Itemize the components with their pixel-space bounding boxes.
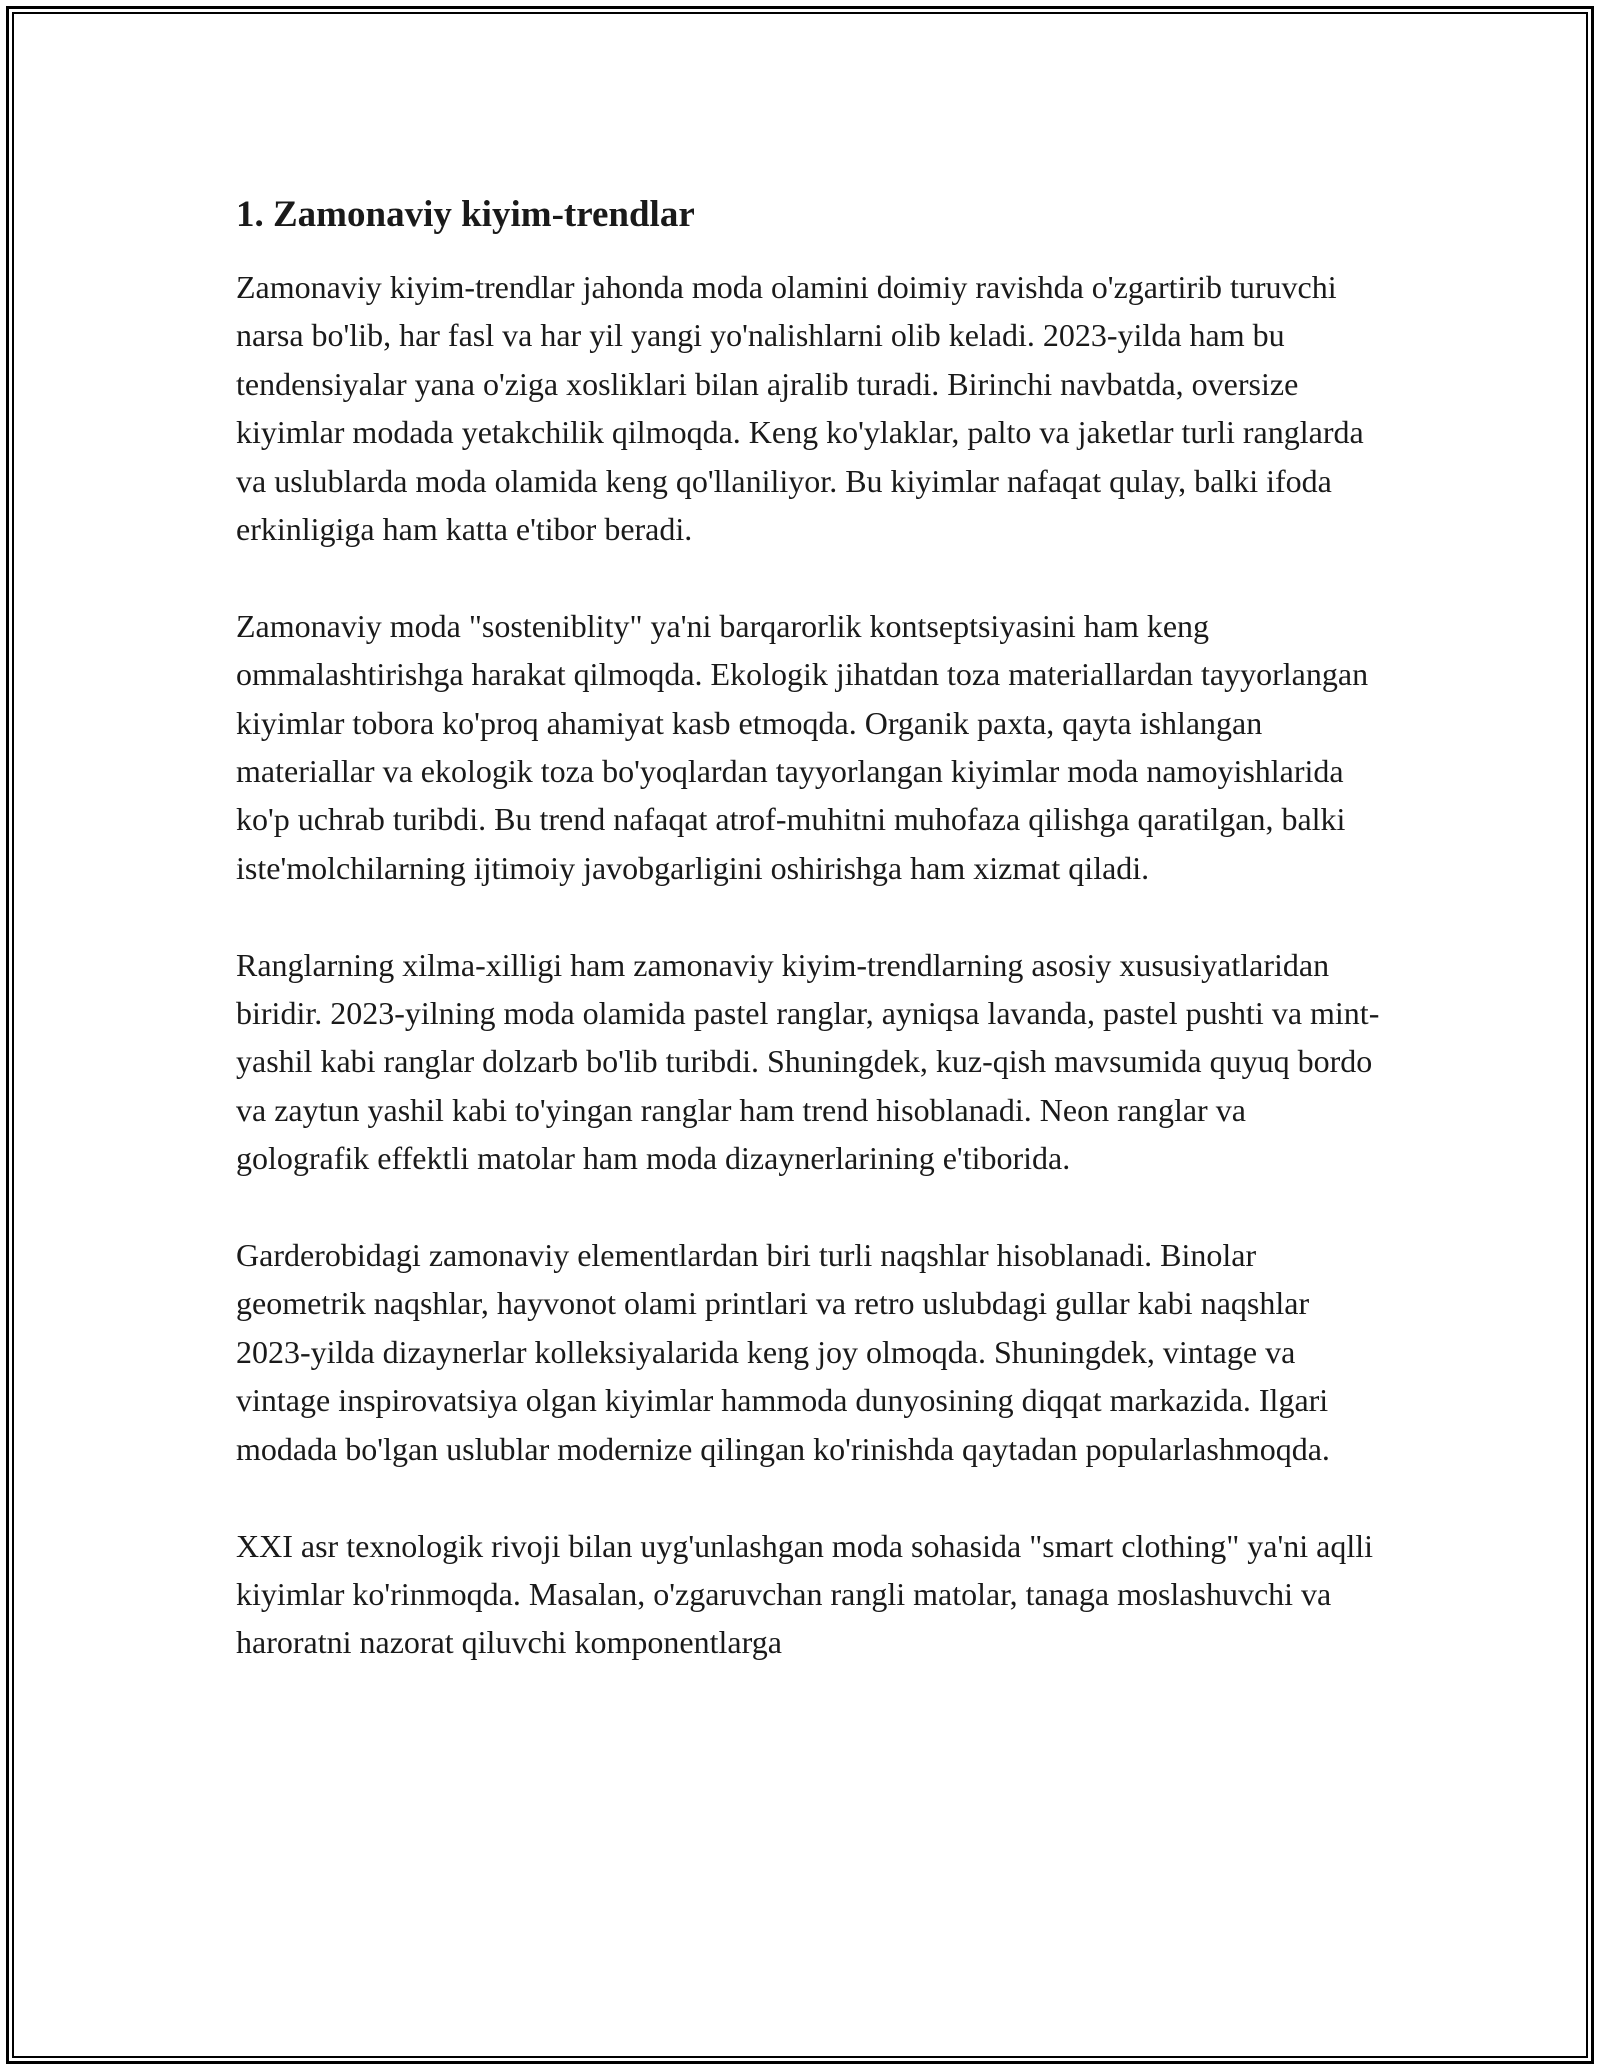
paragraph-1: Zamonaviy kiyim-trendlar jahonda moda olamini doimiy ravishda o'zgartirib turuvchi narsa bo'lib, har fasl va har yil yangi yo'nalishlarni olib keladi. 2023-yilda ham bu tendensiyalar yana o'ziga xosliklari bilan ajralib turadi. Birinchi navbatda, oversize kiyimlar modada yetakchilik qilmoqda. Keng ko'ylaklar, palto va jaketlar turli ranglarda va uslublarda moda olamida keng qo'llaniliyor. Bu kiyimlar nafaqat qulay, balki ifoda erkinligiga ham katta e'tibor beradi. bbox=[236, 269, 1364, 548]
document-body bbox=[236, 185, 1386, 1715]
paragraph-5: XXI asr texnologik rivoji bilan uyg'unlashgan moda sohasida "smart clothing" ya'ni aqlli kiyimlar ko'rinmoqda. Masalan, o'zgaruvchan rangli matolar, tanaga moslashuvchi va haroratni nazorat qiluvchi komponentlarga bbox=[236, 1527, 1374, 1661]
paragraph-2: Zamonaviy moda "sosteniblity" ya'ni barqarorlik kontseptsiyasini ham keng ommalashtirishga harakat qilmoqda. Ekologik jihatdan toza materiallardan tayyorlangan kiyimlar tobora ko'proq ahamiyat kasb etmoqda. Organik paxta, qayta ishlangan materiallar va ekologik toza bo'yoqlardan tayyorlangan kiyimlar moda namoyishlarida ko'p uchrab turibdi. Bu trend nafaqat atrof-muhitni muhofaza qilishga qaratilgan, balki iste'molchilarning ijtimoiy javobgarligini oshirishga ham xizmat qiladi. bbox=[236, 607, 1369, 886]
paragraph-3: Ranglarning xilma-xilligi ham zamonaviy kiyim-trendlarning asosiy xususiyatlaridan biridir. 2023-yilning moda olamida pastel ranglar, ayniqsa lavanda, pastel pushti va mint-yashil kabi ranglar dolzarb bo'lib turibdi. Shuningdek, kuz-qish mavsumida quyuq bordo va zaytun yashil kabi to'yingan ranglar ham trend hisoblanadi. Neon ranglar va golografik effektli matolar ham moda dizaynerlarining e'tiborida. bbox=[236, 946, 1380, 1177]
paragraph-4: Garderobidagi zamonaviy elementlardan biri turli naqshlar hisoblanadi. Binolar geometrik naqshlar, hayvonot olami printlari va retro uslubdagi gullar kabi naqshlar 2023-yilda dizaynerlar kolleksiyalarida keng joy olmoqda. Shuningdek, vintage va vintage inspirovatsiya olgan kiyimlar hammoda dunyosining diqqat markazida. Ilgari modada bo'lgan uslublar modernize qilingan ko'rinishda qaytadan popularlashmoqda. bbox=[236, 1237, 1330, 1467]
section-heading: 1. Zamonaviy kiyim-trendlar bbox=[236, 194, 695, 235]
